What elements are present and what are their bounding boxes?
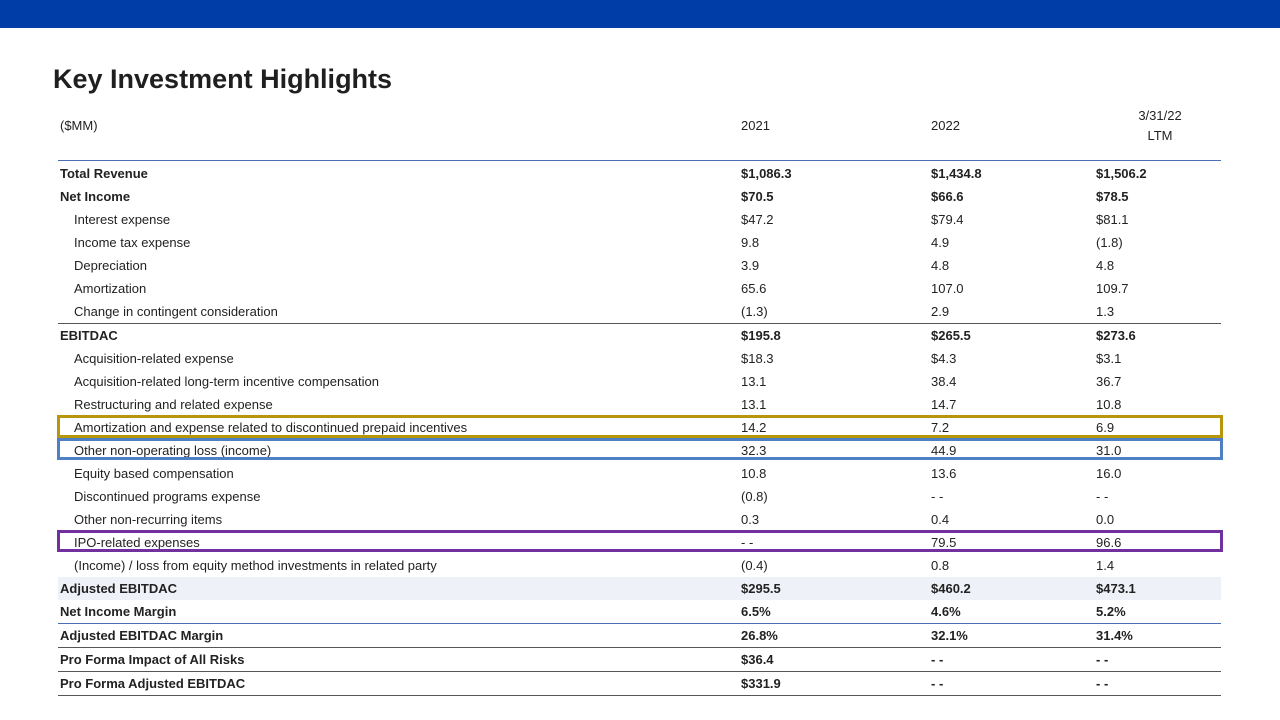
value-2022: - - [931, 652, 944, 667]
value-ltm: $81.1 [1096, 212, 1129, 227]
value-2021: $331.9 [741, 676, 781, 691]
row-equity-compensation [58, 462, 1221, 485]
header-units: ($MM) [60, 118, 98, 133]
row-depreciation [58, 254, 1221, 277]
value-2022: 4.8 [931, 258, 950, 273]
value-ltm: $273.6 [1096, 328, 1136, 343]
row-label: Pro Forma Impact of All Risks [60, 652, 245, 667]
header-ltm [1130, 106, 1190, 146]
value-2022: - - [931, 489, 944, 504]
row-income-tax-expense [58, 231, 1221, 254]
row-label: Depreciation [74, 258, 147, 273]
row-restructuring [58, 393, 1221, 416]
row-label: Net Income Margin [60, 604, 177, 619]
row-ebitdac [58, 323, 1221, 347]
value-2022: $460.2 [931, 581, 971, 596]
row-label: Amortization [74, 281, 147, 296]
value-2022: 79.5 [931, 535, 957, 550]
value-ltm: 6.9 [1096, 420, 1115, 435]
value-2022: $79.4 [931, 212, 964, 227]
value-2022: $66.6 [931, 189, 964, 204]
value-2021: $195.8 [741, 328, 781, 343]
value-ltm: $78.5 [1096, 189, 1129, 204]
value-ltm: 31.4% [1096, 628, 1133, 643]
value-ltm: - - [1096, 489, 1109, 504]
row-net-income [58, 185, 1221, 208]
value-2021: 13.1 [741, 397, 767, 412]
value-2021: 0.3 [741, 512, 760, 527]
value-2022: $265.5 [931, 328, 971, 343]
row-interest-expense [58, 208, 1221, 231]
row-amortization [58, 277, 1221, 300]
value-2021: $295.5 [741, 581, 781, 596]
row-label: Interest expense [74, 212, 171, 227]
value-ltm: 1.4 [1096, 558, 1115, 573]
value-2021: 14.2 [741, 420, 767, 435]
value-2021: 6.5% [741, 604, 771, 619]
value-ltm: 36.7 [1096, 374, 1122, 389]
header-ltm-label: LTM [1147, 128, 1173, 143]
row-label: Net Income [60, 189, 131, 204]
row-label: Equity based compensation [74, 466, 234, 481]
value-2022: 32.1% [931, 628, 968, 643]
row-label: Restructuring and related expense [74, 397, 273, 412]
value-2021: (0.4) [741, 558, 768, 573]
value-ltm: 31.0 [1096, 443, 1122, 458]
row-net-income-margin [58, 600, 1221, 623]
page-title: Key Investment Highlights [53, 64, 393, 94]
value-2021: (1.3) [741, 304, 768, 319]
value-2022: $4.3 [931, 351, 957, 366]
value-2022: 13.6 [931, 466, 957, 481]
value-2022: 4.6% [931, 604, 961, 619]
value-ltm: (1.8) [1096, 235, 1123, 250]
row-adjusted-ebitdac-margin [58, 623, 1221, 648]
value-2021: 9.8 [741, 235, 760, 250]
row-label: Adjusted EBITDAC Margin [60, 628, 224, 643]
value-2022: - - [931, 676, 944, 691]
value-2022: 0.4 [931, 512, 950, 527]
row-equity-method-investments [58, 554, 1221, 577]
header-rule [58, 160, 1221, 161]
row-acquisition-ltip [58, 370, 1221, 393]
value-ltm: 5.2% [1096, 604, 1126, 619]
value-2022: 4.9 [931, 235, 950, 250]
value-2021: - - [741, 535, 754, 550]
header-ltm-date: 3/31/22 [1138, 108, 1182, 123]
value-ltm: 16.0 [1096, 466, 1122, 481]
value-2021: $70.5 [741, 189, 774, 204]
value-ltm: $3.1 [1096, 351, 1122, 366]
row-label: Amortization and expense related to discontinued prepaid incentives [74, 420, 468, 435]
value-2022: 2.9 [931, 304, 950, 319]
row-label: (Income) / loss from equity method investments in related party [74, 558, 437, 573]
row-label: Other non-recurring items [74, 512, 223, 527]
value-2022: 107.0 [931, 281, 964, 296]
row-non-operating-loss [58, 439, 1221, 462]
row-pro-forma-adjusted-ebitdac [58, 672, 1221, 696]
value-ltm: - - [1096, 676, 1109, 691]
row-non-recurring-items [58, 508, 1221, 531]
value-2021: 10.8 [741, 466, 767, 481]
value-ltm: 109.7 [1096, 281, 1129, 296]
value-2022: 0.8 [931, 558, 950, 573]
value-2021: 32.3 [741, 443, 767, 458]
row-adjusted-ebitdac [58, 577, 1221, 600]
row-label: Adjusted EBITDAC [60, 581, 177, 596]
value-2021: $1,086.3 [741, 166, 792, 181]
value-ltm: 0.0 [1096, 512, 1115, 527]
row-total-revenue [58, 162, 1221, 185]
row-label: Acquisition-related long-term incentive compensation [74, 374, 379, 389]
top-accent-bar [0, 0, 1280, 28]
value-ltm: 1.3 [1096, 304, 1115, 319]
row-acquisition-expense [58, 347, 1221, 370]
value-2022: 7.2 [931, 420, 950, 435]
value-2021: $36.4 [741, 652, 774, 667]
value-ltm: $473.1 [1096, 581, 1136, 596]
value-ltm: 96.6 [1096, 535, 1122, 550]
value-2022: 14.7 [931, 397, 957, 412]
row-label: Other non-operating loss (income) [74, 443, 272, 458]
value-2022: 44.9 [931, 443, 957, 458]
row-pro-forma-impact [58, 648, 1221, 672]
value-2021: $18.3 [741, 351, 774, 366]
value-2021: $47.2 [741, 212, 774, 227]
row-label: Change in contingent consideration [74, 304, 278, 319]
row-prepaid-incentives [58, 416, 1221, 439]
value-ltm: 4.8 [1096, 258, 1115, 273]
row-label: EBITDAC [60, 328, 118, 343]
row-ipo-expenses [58, 531, 1221, 554]
value-2021: 3.9 [741, 258, 760, 273]
row-discontinued-programs [58, 485, 1221, 508]
value-2021: 65.6 [741, 281, 767, 296]
row-label: Acquisition-related expense [74, 351, 234, 366]
value-2022: $1,434.8 [931, 166, 982, 181]
row-label: IPO-related expenses [74, 535, 200, 550]
value-ltm: 10.8 [1096, 397, 1122, 412]
value-2021: (0.8) [741, 489, 768, 504]
value-ltm: - - [1096, 652, 1109, 667]
header-2022: 2022 [931, 118, 960, 133]
row-label: Income tax expense [74, 235, 191, 250]
value-2021: 26.8% [741, 628, 778, 643]
value-2022: 38.4 [931, 374, 957, 389]
financial-table [58, 162, 1221, 696]
value-2021: 13.1 [741, 374, 767, 389]
value-ltm: $1,506.2 [1096, 166, 1147, 181]
row-contingent-consideration [58, 300, 1221, 323]
row-label: Total Revenue [60, 166, 148, 181]
row-label: Discontinued programs expense [74, 489, 261, 504]
row-label: Pro Forma Adjusted EBITDAC [60, 676, 246, 691]
header-2021: 2021 [741, 118, 770, 133]
